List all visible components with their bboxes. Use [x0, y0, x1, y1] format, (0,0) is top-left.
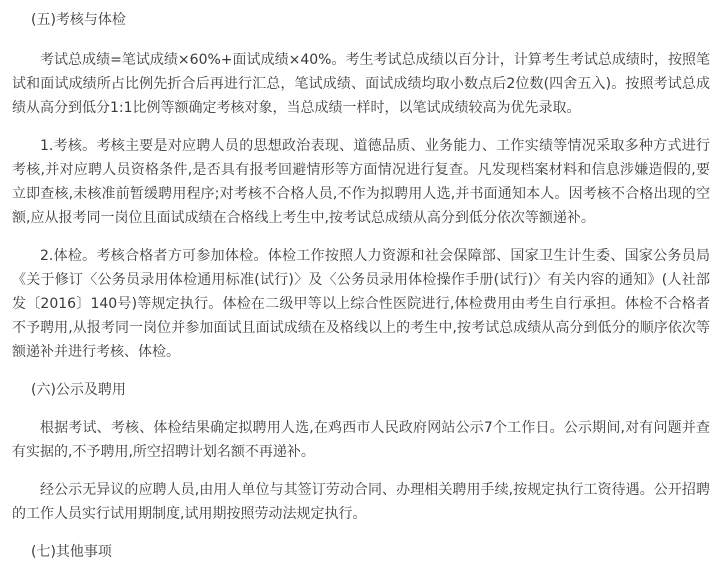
paragraph-assessment: 1.考核。考核主要是对应聘人员的思想政治表现、道德品质、业务能力、工作实绩等情况采取多种方式进行考核,并对应聘人员资格条件,是否具有报考回避情形等方面情况进行复查。凡发现档案材料和信息涉嫌造假的,要立即查核,未核准前暂缓聘用程序;对考核不合格人员,不作为拟聘用人选,并书面通知本人。因考核不合格出现的空额,应从报考同一岗位且面试成绩在合格线上考生中,按考试总成绩从高分到低分依次等额递补。	[12, 138, 710, 226]
section-heading-next-cut: (七)其他事项	[31, 544, 112, 560]
paragraph-publicity: 根据考试、考核、体检结果确定拟聘用人选,在鸡西市人民政府网站公示7个工作日。公示期间,对有问题并查有实据的,不予聘用,所空招聘计划名额不再递补。	[12, 420, 710, 460]
paragraph-total-score: 考试总成绩=笔试成绩×60%+面试成绩×40%。考生考试总成绩以百分计，计算考生考试总成绩时，按照笔试和面试成绩所占比例先折合后再进行汇总，笔试成绩、面试成绩均取小数点后2位数(四舍五入)。按照考试总成绩从高分到低分1:1比例等额确定考核对象，当总成绩一样时，以笔试成绩较高为优先录取。	[12, 52, 710, 116]
spacer	[12, 464, 710, 478]
paragraph-hiring: 经公示无异议的应聘人员,由用人单位与其签订劳动合同、办理相关聘用手续,按规定执行工资待遇。公开招聘的工作人员实行试用期制度,试用期按照劳动法规定执行。	[12, 482, 710, 522]
section-heading-assessment: (五)考核与体检	[31, 12, 126, 28]
spacer	[12, 526, 710, 540]
spacer	[12, 120, 710, 134]
spacer	[12, 364, 710, 378]
spacer	[12, 402, 710, 416]
spacer	[12, 230, 710, 244]
paragraph-physical-exam: 2.体检。考核合格者方可参加体检。体检工作按照人力资源和社会保障部、国家卫生计生委、国家公务员局《关于修订〈公务员录用体检通用标准(试行)〉及〈公务员录用体检操作手册(试行)〉有关内容的通知》(人社部发〔2016〕140号)等规定执行。体检在二级甲等以上综合性医院进行,体检费用由考生自行承担。体检不合格者不予聘用,从报考同一岗位并参加面试且面试成绩在及格线以上的考生中,按考试总成绩从高分到低分的顺序依次等额递补并进行考核、体检。	[12, 248, 710, 360]
spacer	[12, 32, 710, 48]
section-heading-publicity: (六)公示及聘用	[31, 382, 126, 398]
